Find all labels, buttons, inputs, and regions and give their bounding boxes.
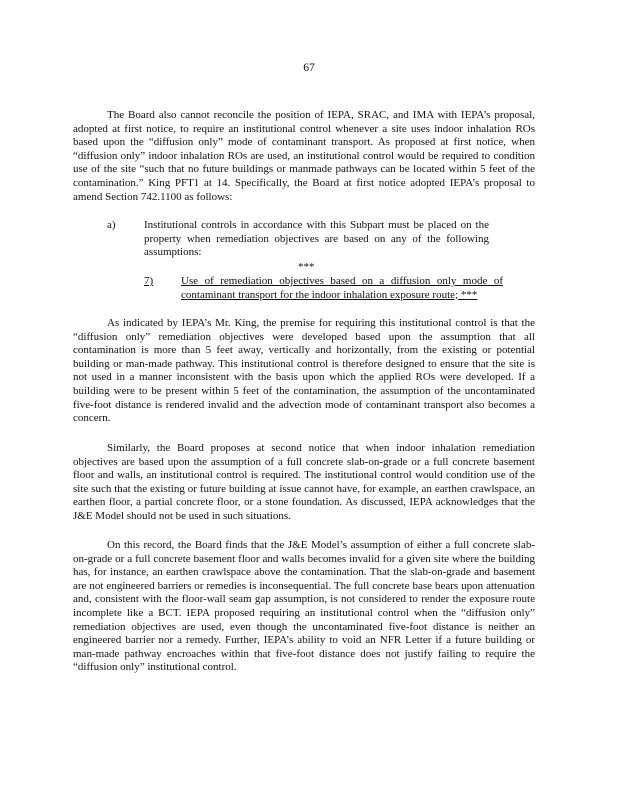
rule-text: Institutional controls in accordance with this Subpart must be placed on the property when remediation objectives are based on any of the following assumptions: [144, 219, 489, 259]
page-number: 67 [303, 62, 315, 74]
omission-stars: *** [298, 261, 315, 273]
sub-rule-marker: 7) [144, 275, 154, 287]
rule-list-item-a [107, 219, 487, 261]
paragraph-3: Similarly, the Board proposes at second notice that when indoor inhalation remediation objectives are based upon the assumption of a full concrete slab-on-grade or a full concrete basement floor and walls, an institutional control is required. The institutional control would condition use of the site such that the existing or future building at issue cannot have, for example, an earthen crawlspace, an earthen floor, a partial concrete floor, or a stone foundation. As discussed, IEPA acknowledges that the J&E Model should not be used in such situations. [73, 442, 535, 522]
paragraph-4: On this record, the Board finds that the J&E Model’s assumption of either a full concrete slab-on-grade or a full concrete basement floor and walls becomes invalid for a given site where the building has, for instance, an earthen crawlspace above the contamination. That the slab-on-grade and basement are not engineered barriers or remedies is inconsequential. The full concrete base bears upon attenuation and, consistent with the floor-wall seam gap assumption, is not considered to render the exposure route incomplete like a BCT. IEPA proposed requiring an institutional control when the “diffusion only” remediation objectives are used, even though the uncontaminated five-foot distance is neither an engineered barrier nor a remedy. Further, IEPA’s ability to void an NFR Letter if a future building or man-made pathway encroaches within that five-foot distance does not justify failing to require the “diffusion only” institutional control. [73, 539, 535, 674]
sub-rule-text: Use of remediation objectives based on a diffusion only mode of contaminant transport for the indoor inhalation exposure route; *** [181, 275, 503, 301]
paragraph-1: The Board also cannot reconcile the position of IEPA, SRAC, and IMA with IEPA’s proposal, adopted at first notice, to require an institutional control whenever a site uses indoor inhalation ROs based upon the “diffusion only” mode of contaminant transport. As proposed at first notice, when “diffusion only” indoor inhalation ROs are used, an institutional control would be required to condition use of the site “such that no future buildings or manmade pathways can be located within 5 feet of the contamination.” King PFT1 at 14. Specifically, the Board at first notice adopted IEPA’s proposal to amend Section 742.1100 as follows: [73, 109, 535, 203]
paragraph-2: As indicated by IEPA’s Mr. King, the premise for requiring this institutional control is that the “diffusion only” remediation objectives were developed based upon the assumption that all contamination is more than 5 feet away, vertically and horizontally, from the existing or potential building or man-made pathway. This institutional control is therefore designed to ensure that the site is not used in a manner inconsistent with the basis upon which the applied ROs were developed. If a building were to be present within 5 feet of the contamination, the assumption of the uncontaminated five-foot distance is rendered invalid and the advection mode of contaminant transport also becomes a concern. [73, 317, 535, 425]
rule-sub-item-7 [144, 275, 504, 305]
rule-marker: a) [107, 219, 116, 231]
